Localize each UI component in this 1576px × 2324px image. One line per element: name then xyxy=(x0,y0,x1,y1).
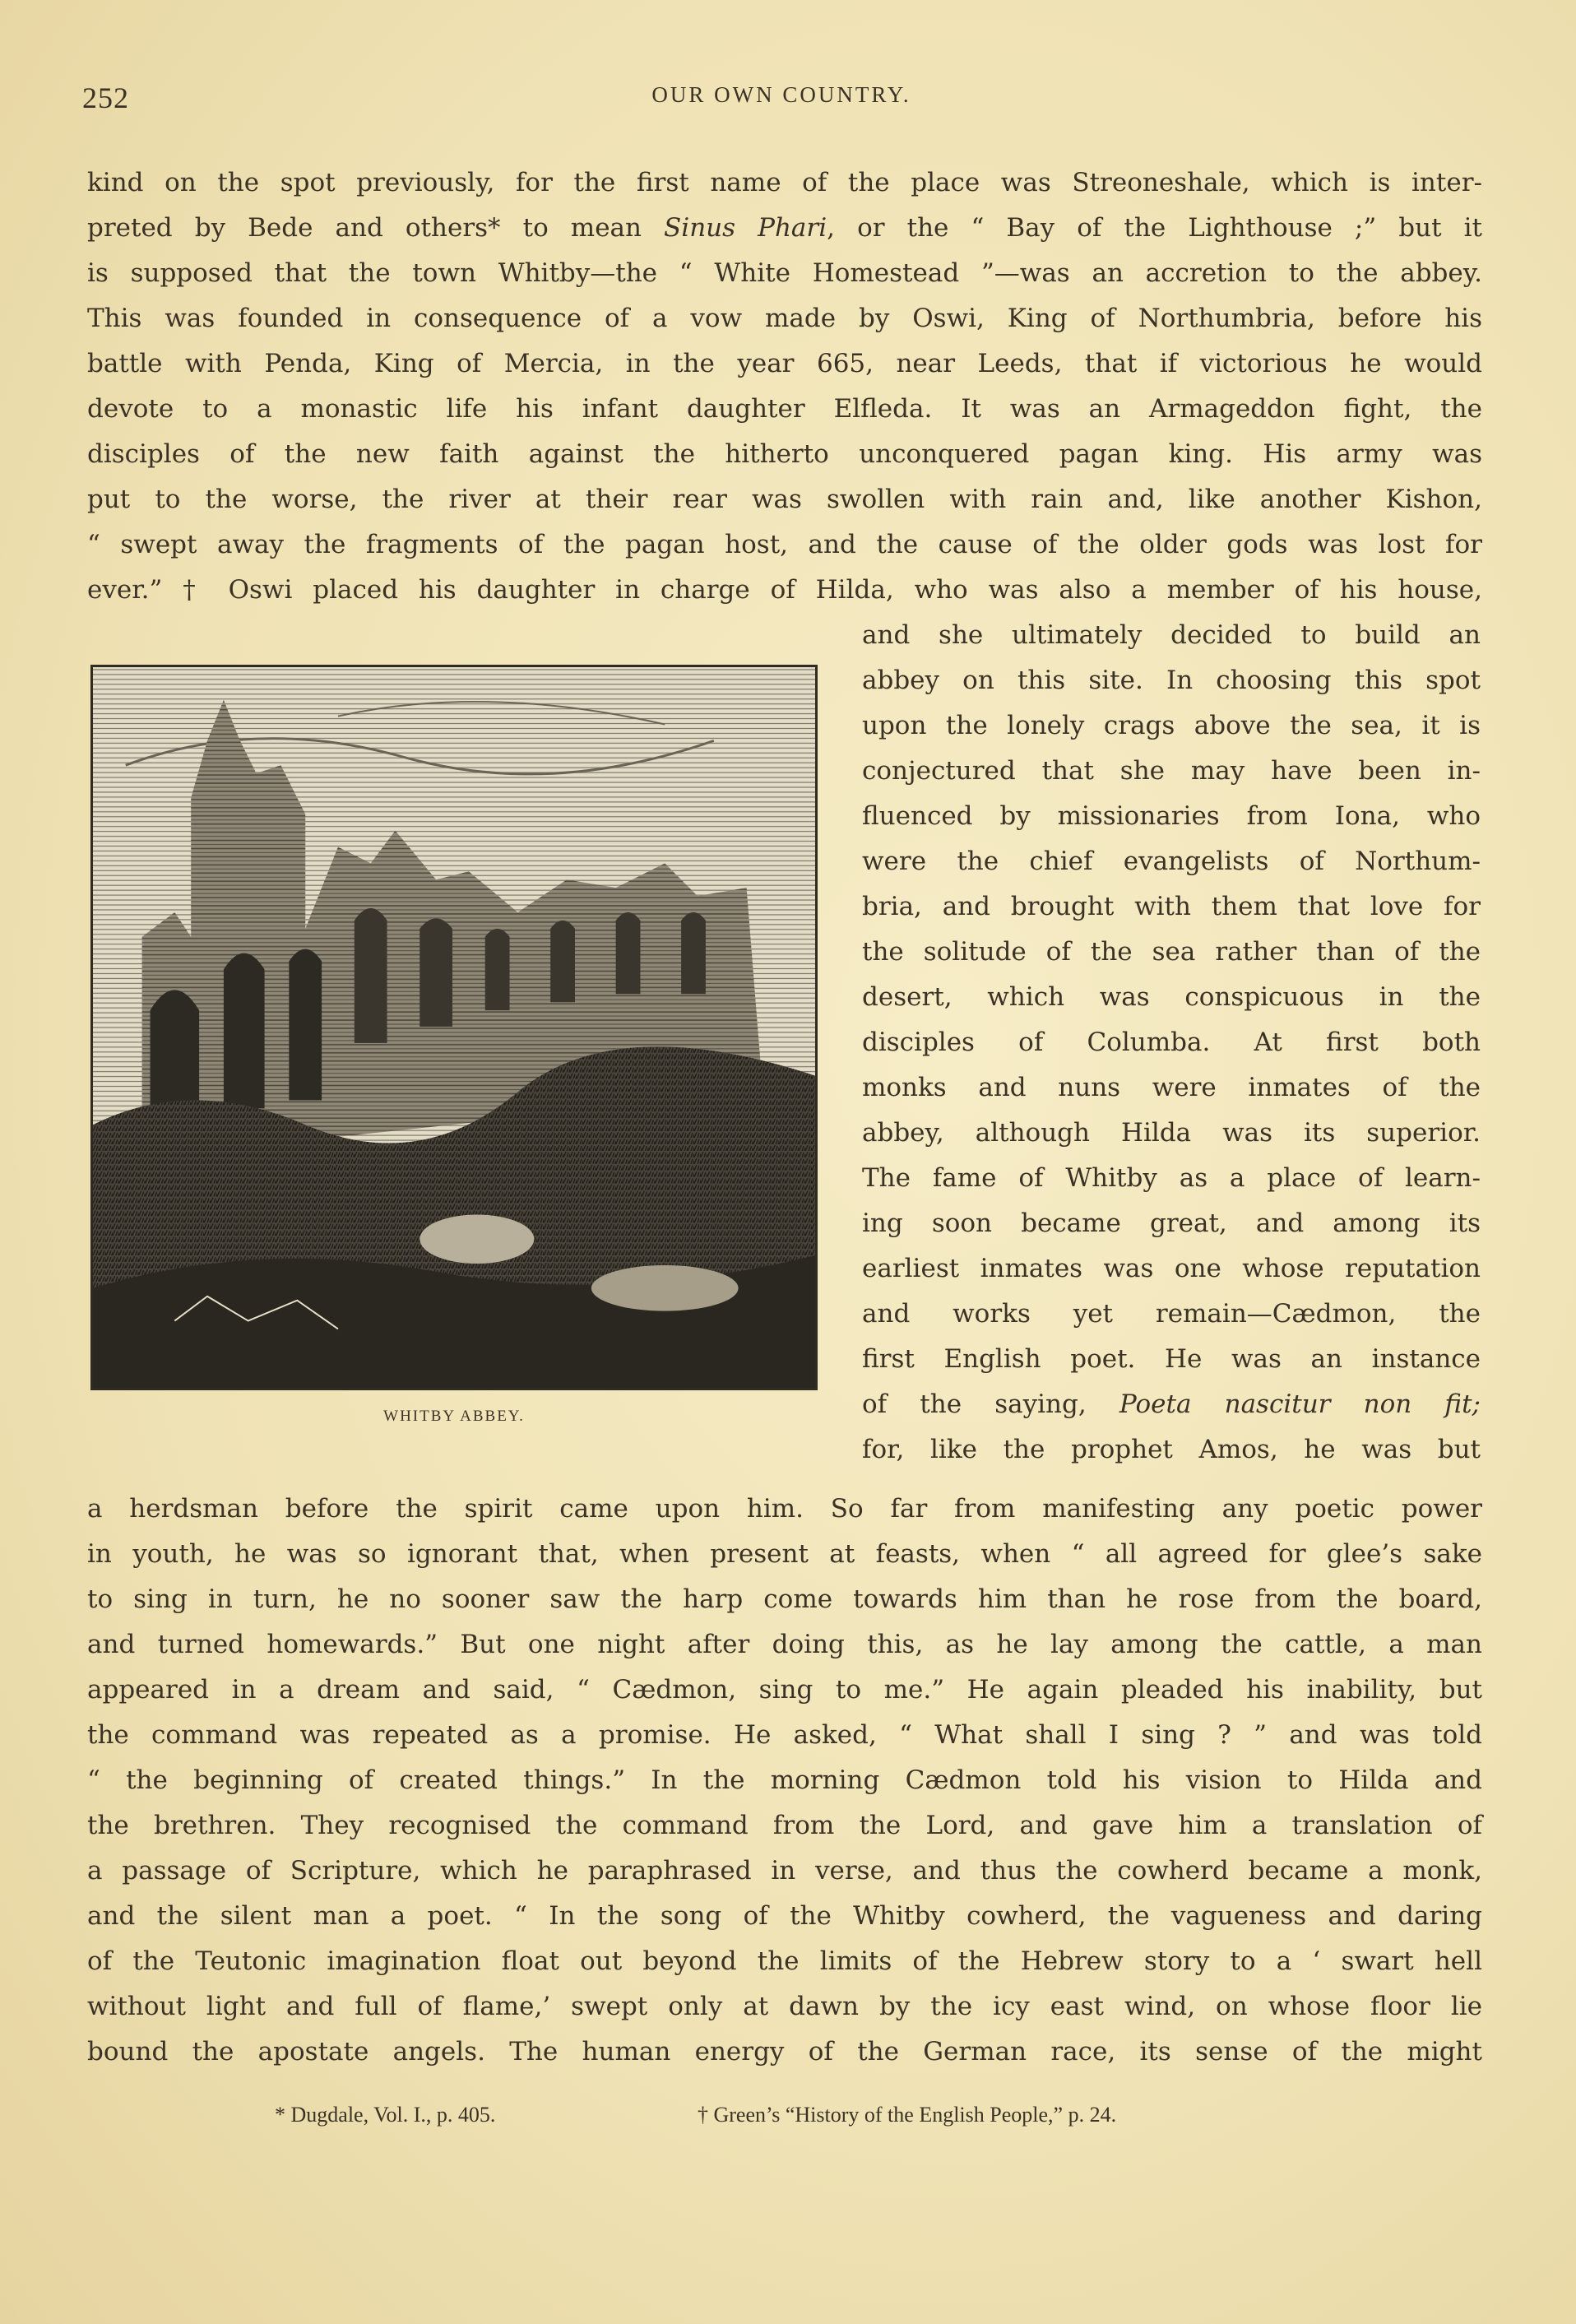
text-line: The fame of Whitby as a place of learn- xyxy=(862,1163,1481,1193)
text-line: the command was repeated as a promise. He asked, “ What shall I sing ? ” and was told xyxy=(87,1720,1482,1750)
running-title: OUR OWN COUNTRY. xyxy=(651,82,911,107)
italic-phrase: Sinus Phari xyxy=(664,213,827,243)
text-line: without light and full of flame,’ swept only at dawn by the icy east wind, on whose floor lie xyxy=(87,1992,1482,2021)
text-line: fluenced by missionaries from Iona, who xyxy=(862,801,1481,831)
text-line: This was founded in consequence of a vow made by Oswi, King of Northumbria, before his xyxy=(87,304,1482,333)
abbey-engraving xyxy=(93,667,815,1388)
text-line: a herdsman before the spirit came upon him. So far from manifesting any poetic power xyxy=(87,1494,1482,1524)
text-line: a passage of Scripture, which he paraphrased in verse, and thus the cowherd became a monk, xyxy=(87,1856,1482,1886)
text-line: of the Teutonic imagination float out beyond the limits of the Hebrew story to a ‘ swart hell xyxy=(87,1946,1482,1976)
italic-phrase: Poeta nascitur non fit; xyxy=(1119,1389,1481,1419)
text-line: and the silent man a poet. “ In the song of the Whitby cowherd, the vagueness and daring xyxy=(87,1901,1482,1931)
text-line: and she ultimately decided to build an xyxy=(862,620,1481,650)
text-line: upon the lonely crags above the sea, it is xyxy=(862,711,1481,740)
text-line: earliest inmates was one whose reputation xyxy=(862,1254,1481,1283)
text-line: “ the beginning of created things.” In the morning Cædmon told his vision to Hilda and xyxy=(87,1765,1482,1795)
footnote-dugdale: * Dugdale, Vol. I., p. 405. xyxy=(275,2103,496,2127)
whitby-abbey-illustration xyxy=(90,665,818,1390)
text-line: is supposed that the town Whitby—the “ White Homestead ”—was an accretion to the abbey. xyxy=(87,258,1482,288)
text-line: the brethren. They recognised the command from the Lord, and gave him a translation of xyxy=(87,1811,1482,1840)
text-line: monks and nuns were inmates of the xyxy=(862,1073,1481,1102)
text-line: bound the apostate angels. The human energy of the German race, its sense of the might xyxy=(87,2037,1482,2067)
text-line: abbey, although Hilda was its superior. xyxy=(862,1118,1481,1148)
text-line: ever.” † Oswi placed his daughter in charge of Hilda, who was also a member of his house, xyxy=(87,575,1482,605)
text-line: of the saying, Poeta nascitur non fit; xyxy=(862,1389,1481,1419)
text-line: preted by Bede and others* to mean Sinus Phari, or the “ Bay of the Lighthouse ;” but it xyxy=(87,213,1482,243)
text-line: for, like the prophet Amos, he was but xyxy=(862,1435,1481,1464)
text-line: devote to a monastic life his infant daughter Elfleda. It was an Armageddon fight, the xyxy=(87,394,1482,424)
text-line: disciples of Columba. At first both xyxy=(862,1027,1481,1057)
text-line: and turned homewards.” But one night after doing this, as he lay among the cattle, a man xyxy=(87,1630,1482,1659)
footnote-green: † Green’s “History of the English People,” p. 24. xyxy=(698,2103,1117,2127)
figure-caption: WHITBY ABBEY. xyxy=(383,1408,525,1425)
text-line: desert, which was conspicuous in the xyxy=(862,982,1481,1012)
text-line: in youth, he was so ignorant that, when present at feasts, when “ all agreed for glee’s sake xyxy=(87,1539,1482,1569)
text-line: “ swept away the fragments of the pagan host, and the cause of the older gods was lost for xyxy=(87,530,1482,559)
text-line: the solitude of the sea rather than of the xyxy=(862,937,1481,967)
text-line: first English poet. He was an instance xyxy=(862,1344,1481,1374)
text-line: bria, and brought with them that love for xyxy=(862,892,1481,921)
text-line: conjectured that she may have been in- xyxy=(862,756,1481,786)
text-line: were the chief evangelists of Northum- xyxy=(862,847,1481,876)
text-line: disciples of the new faith against the hitherto unconquered pagan king. His army was xyxy=(87,439,1482,469)
text-line: ing soon became great, and among its xyxy=(862,1208,1481,1238)
text-line: and works yet remain—Cædmon, the xyxy=(862,1299,1481,1329)
text-line: put to the worse, the river at their rear was swollen with rain and, like another Kishon, xyxy=(87,485,1482,514)
text-line: appeared in a dream and said, “ Cædmon, sing to me.” He again pleaded his inability, but xyxy=(87,1675,1482,1705)
text-line: kind on the spot previously, for the first name of the place was Streoneshale, which is inter- xyxy=(87,168,1482,197)
page-number: 252 xyxy=(82,81,129,114)
text-line: to sing in turn, he no sooner saw the harp come towards him than he rose from the board, xyxy=(87,1584,1482,1614)
text-line: abbey on this site. In choosing this spot xyxy=(862,666,1481,695)
text-line: battle with Penda, King of Mercia, in the year 665, near Leeds, that if victorious he would xyxy=(87,349,1482,378)
